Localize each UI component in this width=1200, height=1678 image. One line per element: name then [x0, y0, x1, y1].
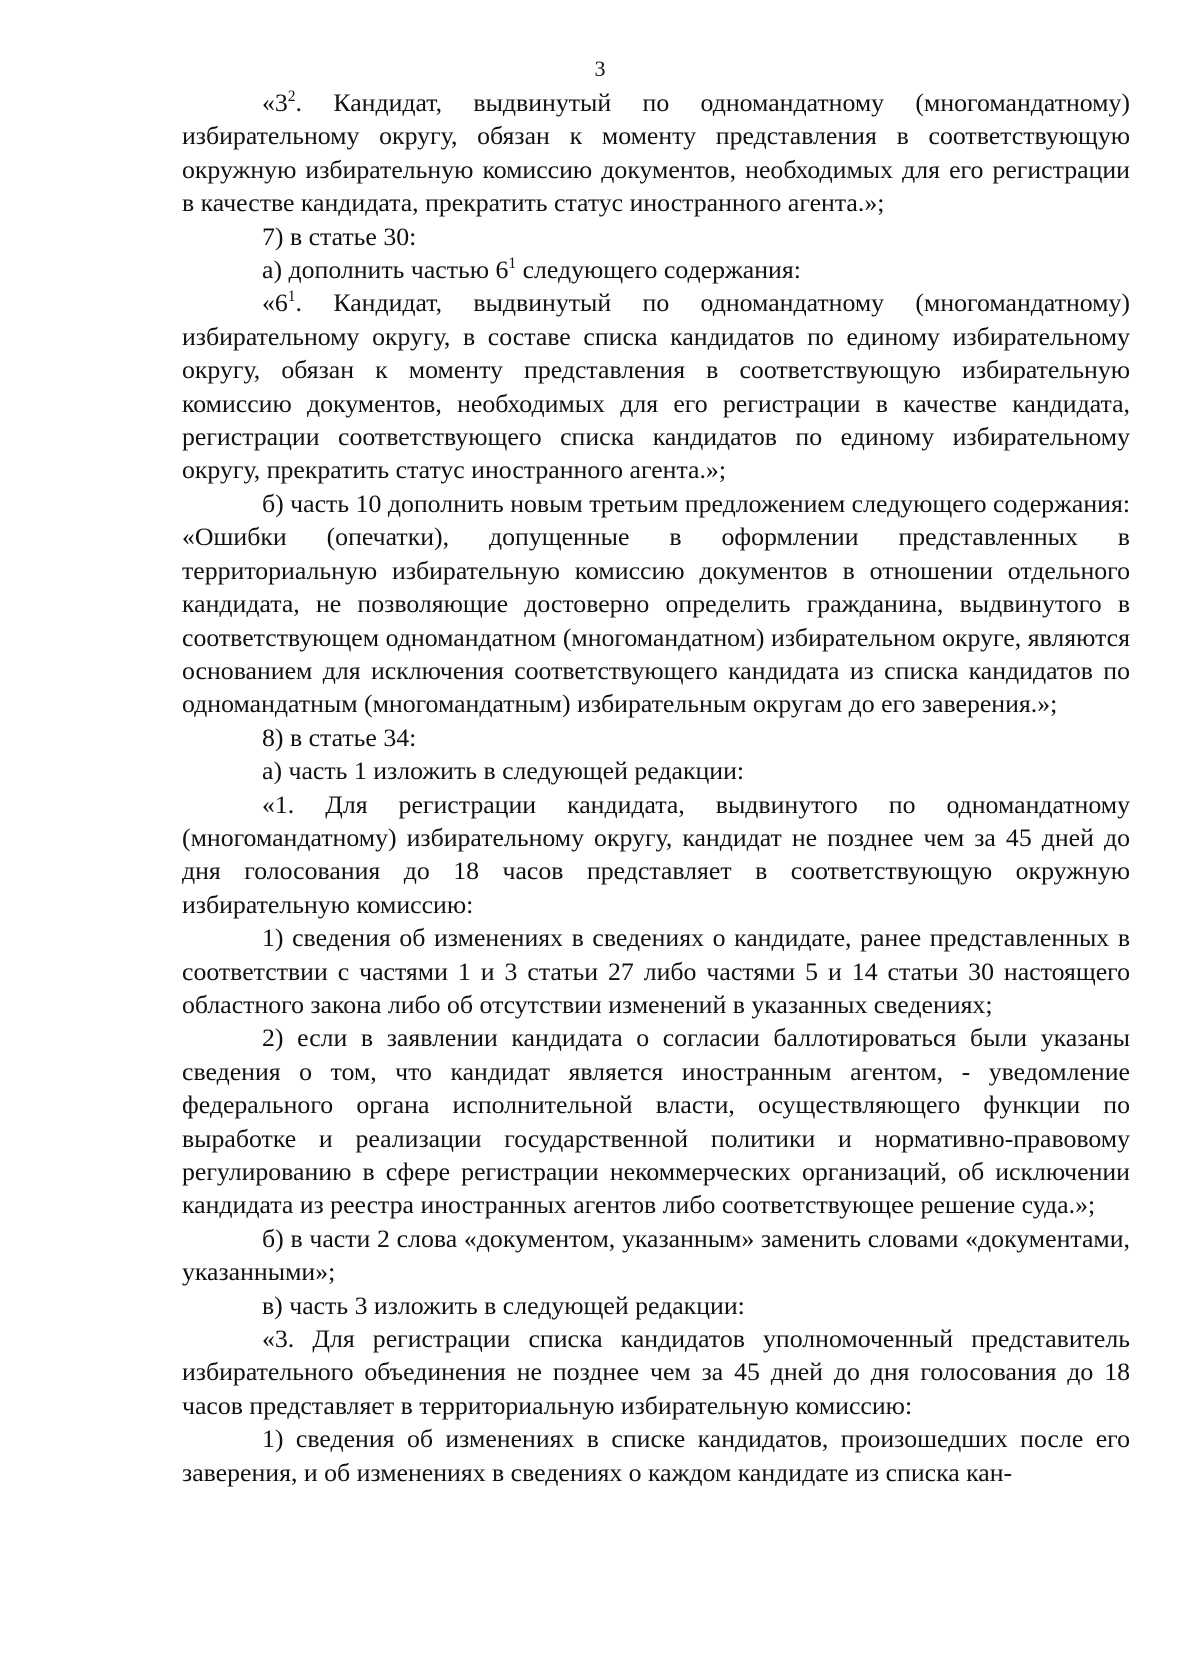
paragraph-8v: в) часть 3 изложить в следующей редакции:: [262, 1290, 745, 1320]
paragraph-item-8: 8) в статье 34:: [262, 722, 417, 752]
paragraph-part-1-item-2: 2) если в заявлении кандидата о согласии баллотироваться были указаны сведения о том, что кандидат является иностранным агентом, - уведомление федерального органа исполнительной власти, осуществляющего функции по выработке и реализации государственной политики и нормативно-правовому регулированию в сфере регистрации некоммерческих организаций, об исключении кандидата из реестра иностранных агентов либо соответствующее решение суда.»;: [182, 1023, 1130, 1220]
paragraph-7a: а) дополнить частью $6^1$ следующего содержания:: [262, 254, 801, 285]
paragraph-3-2: «$3^2$. Кандидат, выдвинутый по одномандатному (многомандатному) избирательному округу, обязан к моменту представления в соответствующую окружную избирательную комиссию документов, необходимых для его регистрации в качестве кандидата, прекратить статус иностранного агента.»;: [182, 87, 1130, 218]
page-number: 3: [594, 56, 606, 81]
paragraph-8a: а) часть 1 изложить в следующей редакции:: [262, 756, 745, 786]
paragraph-part-3-item-1: 1) сведения об изменениях в списке кандидатов, произошедших после его заверения, и об изменениях в сведениях о каждом кандидате из списка кан-: [182, 1424, 1130, 1487]
paragraph-7b: б) часть 10 дополнить новым третьим предложением следующего содержания: «Ошибки (опечатки), допущенные в оформлении представленных в территориальную избирательную комиссию документов в отношении отдельного кандидата, не позволяющие достоверно определить гражданина, выдвинутого в соответствующем одномандатном (многомандатном) избирательном округе, являются основанием для исключения соответствующего кандидата из списка кандидатов по одномандатным (многомандатным) избирательным округам до его заверения.»;: [182, 488, 1130, 719]
paragraph-item-7: 7) в статье 30:: [262, 221, 417, 251]
paragraph-6-1: «$6^1$. Кандидат, выдвинутый по одномандатному (многомандатному) избирательному округу, в составе списка кандидатов по единому избирательному округу, обязан к моменту представления в соответствующую избирательную комиссию документов, необходимых для его регистрации в качестве кандидата, регистрации соответствующего списка кандидатов по единому избирательному округу, прекратить статус иностранного агента.»;: [182, 288, 1130, 485]
paragraph-part-1: «1. Для регистрации кандидата, выдвинутого по одномандатному (многомандатному) избирательному округу, кандидат не позднее чем за 45 дней до дня голосования до 18 часов представляет в соответствующую окружную избирательную комиссию:: [182, 789, 1130, 919]
document-body: [182, 86, 1130, 1489]
paragraph-part-1-item-1: 1) сведения об изменениях в сведениях о кандидате, ранее представленных в соответствии с частями 1 и 3 статьи 27 либо частями 5 и 14 статьи 30 настоящего областного закона либо об отсутствии изменений в указанных сведениях;: [182, 923, 1130, 1019]
paragraph-part-3: «3. Для регистрации списка кандидатов уполномоченный представитель избирательного объединения не позднее чем за 45 дней до дня голосования до 18 часов представляет в территориальную избирательную комиссию:: [182, 1324, 1130, 1420]
paragraph-8b: б) в части 2 слова «документом, указанным» заменить словами «документами, указанными»;: [182, 1223, 1130, 1287]
